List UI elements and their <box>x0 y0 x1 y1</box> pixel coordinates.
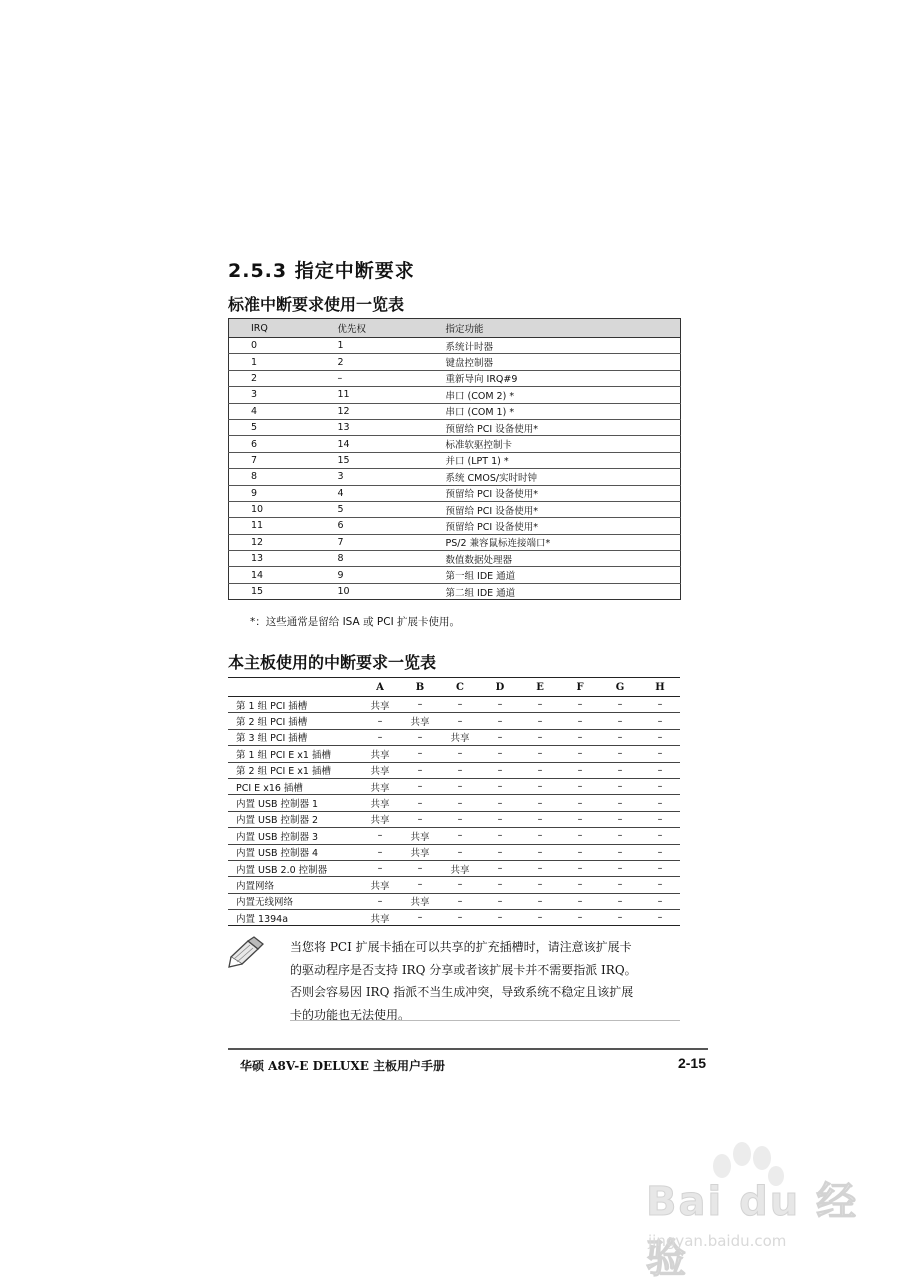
priority-cell: 14 <box>316 436 444 452</box>
function-cell: 预留给 PCI 设备使用* <box>444 485 681 501</box>
table-row <box>228 893 680 909</box>
irq-cell: 1 <box>229 354 316 370</box>
note-line: 否则会容易因 IRQ 指派不当生成冲突，导致系统不稳定且该扩展 <box>290 985 634 999</box>
irq-cell: 4 <box>229 403 316 419</box>
note-line: 卡的功能也无法使用。 <box>290 1007 411 1022</box>
irq-table-heading: 标准中断要求使用一览表 <box>228 295 405 314</box>
device-cell: 内置 USB 控制器 1 <box>228 795 360 811</box>
sharing-cell: – <box>360 860 400 876</box>
sharing-cell: – <box>560 828 600 844</box>
sharing-cell: – <box>400 795 440 811</box>
sharing-cell: – <box>560 746 600 762</box>
sharing-cell: 共享 <box>440 729 480 745</box>
irq-cell: 7 <box>229 452 316 468</box>
int-col-header: E <box>520 678 560 697</box>
sharing-cell: – <box>440 844 480 860</box>
priority-cell: 10 <box>337 586 350 598</box>
priority-cell: 13 <box>316 419 444 435</box>
priority-cell: 6 <box>316 518 444 534</box>
table-row <box>229 387 681 403</box>
sharing-cell: – <box>600 893 640 909</box>
sharing-cell: – <box>640 893 680 909</box>
sharing-cell: – <box>520 877 560 893</box>
irq-cell: 8 <box>229 469 316 485</box>
irq-col-header: IRQ <box>229 319 316 338</box>
int-col-header: A <box>360 678 400 697</box>
sharing-cell: – <box>560 893 600 909</box>
sharing-cell: – <box>617 912 623 924</box>
priority-cell: 7 <box>316 534 444 550</box>
sharing-cell: – <box>520 844 560 860</box>
sharing-cell: – <box>640 713 680 729</box>
sharing-cell: – <box>537 912 543 924</box>
sharing-cell: – <box>560 729 600 745</box>
table-row <box>229 419 681 435</box>
function-cell: 预留给 PCI 设备使用* <box>444 501 681 517</box>
device-cell: 内置 USB 控制器 3 <box>228 828 360 844</box>
priority-col-header: 优先权 <box>316 319 444 338</box>
device-cell: 第 1 组 PCI 插槽 <box>228 697 360 713</box>
sharing-cell: 共享 <box>360 795 400 811</box>
int-col-header: C <box>440 678 480 697</box>
device-cell: PCI E x16 插槽 <box>228 778 360 794</box>
sharing-cell: – <box>560 877 600 893</box>
function-cell: 重新导向 IRQ#9 <box>444 370 681 386</box>
sharing-cell: – <box>600 860 640 876</box>
device-cell: 内置 USB 控制器 4 <box>228 844 360 860</box>
device-cell: 内置 1394a <box>236 913 289 925</box>
table-row <box>229 518 681 534</box>
sharing-cell: – <box>440 746 480 762</box>
sharing-cell: – <box>640 778 680 794</box>
irq-cell: 0 <box>229 338 316 354</box>
sharing-cell: 共享 <box>370 913 390 925</box>
sharing-cell: – <box>640 795 680 811</box>
sharing-cell: – <box>480 746 520 762</box>
sharing-cell: – <box>560 811 600 827</box>
sharing-cell: – <box>360 713 400 729</box>
sharing-cell: – <box>657 912 663 924</box>
sharing-cell: 共享 <box>360 746 400 762</box>
sharing-cell: – <box>560 713 600 729</box>
sharing-cell: – <box>480 795 520 811</box>
int-col-header: F <box>560 678 600 697</box>
table-row <box>229 534 681 550</box>
sharing-cell: – <box>600 762 640 778</box>
sharing-cell: – <box>640 697 680 713</box>
table-row <box>228 795 680 811</box>
sharing-cell: 共享 <box>360 811 400 827</box>
sharing-cell: – <box>360 893 400 909</box>
sharing-cell: – <box>400 811 440 827</box>
sharing-cell: – <box>360 729 400 745</box>
irq-cell: 6 <box>229 436 316 452</box>
function-col-header: 指定功能 <box>444 319 681 338</box>
sharing-cell: – <box>520 893 560 909</box>
note-divider <box>290 1020 680 1021</box>
table-row <box>229 583 681 599</box>
irq-cell: 3 <box>229 387 316 403</box>
int-col-header: H <box>640 678 680 697</box>
sharing-cell: – <box>640 811 680 827</box>
sharing-cell: – <box>360 828 400 844</box>
watermark-url: jingyan.baidu.com <box>648 1232 787 1250</box>
table-row <box>229 501 681 517</box>
sharing-cell: – <box>400 877 440 893</box>
sharing-cell: – <box>640 860 680 876</box>
function-cell: 第二组 IDE 通道 <box>445 587 516 599</box>
sharing-cell: 共享 <box>360 762 400 778</box>
int-col-header: D <box>480 678 520 697</box>
irq-cell: 11 <box>229 518 316 534</box>
sharing-cell: – <box>480 893 520 909</box>
sharing-cell: – <box>480 697 520 713</box>
sharing-cell: – <box>457 912 463 924</box>
footer-divider <box>228 1048 708 1050</box>
table-row <box>228 877 680 893</box>
function-cell: 并口 (LPT 1) * <box>444 452 681 468</box>
sharing-cell: – <box>520 762 560 778</box>
sharing-cell: – <box>400 762 440 778</box>
function-cell: 数值数据处理器 <box>444 551 681 567</box>
sharing-cell: 共享 <box>400 893 440 909</box>
sharing-cell: – <box>417 912 423 924</box>
note-line: 的驱动程序是否支持 IRQ 分享或者该扩展卡并不需要指派 IRQ。 <box>290 962 637 977</box>
device-cell: 内置网络 <box>228 877 360 893</box>
priority-cell: 1 <box>316 338 444 354</box>
sharing-cell: – <box>480 762 520 778</box>
sharing-cell: – <box>480 729 520 745</box>
sharing-cell: – <box>440 811 480 827</box>
device-col-header <box>228 678 360 697</box>
table-row <box>228 910 680 926</box>
sharing-cell: – <box>480 828 520 844</box>
watermark-brand: Bai du 经验 <box>646 1179 859 1282</box>
irq-cell: 9 <box>229 485 316 501</box>
sharing-cell: – <box>480 860 520 876</box>
priority-cell: 5 <box>316 501 444 517</box>
sharing-cell: – <box>520 713 560 729</box>
table-row <box>229 370 681 386</box>
sharing-cell: 共享 <box>400 828 440 844</box>
sharing-cell: – <box>640 844 680 860</box>
device-cell: 第 2 组 PCI 插槽 <box>228 713 360 729</box>
sharing-cell: – <box>640 877 680 893</box>
table-row <box>228 762 680 778</box>
sharing-cell: – <box>560 697 600 713</box>
irq-assignment-table <box>228 318 681 600</box>
sharing-cell: – <box>480 844 520 860</box>
irq-cell: 2 <box>229 370 316 386</box>
function-cell: 预留给 PCI 设备使用* <box>444 518 681 534</box>
sharing-cell: – <box>600 844 640 860</box>
sharing-cell: – <box>600 795 640 811</box>
table-row <box>228 746 680 762</box>
sharing-cell: – <box>440 877 480 893</box>
int-col-header: B <box>400 678 440 697</box>
sharing-cell: – <box>640 762 680 778</box>
sharing-cell: – <box>640 828 680 844</box>
irq-cell: 15 <box>251 586 264 598</box>
sharing-cell: – <box>497 912 503 924</box>
irq-cell: 12 <box>229 534 316 550</box>
function-cell: 串口 (COM 2) * <box>444 387 681 403</box>
sharing-cell: – <box>520 729 560 745</box>
pencil-note-icon <box>228 935 268 969</box>
table-row <box>228 860 680 876</box>
table-row <box>229 436 681 452</box>
priority-cell: 4 <box>316 485 444 501</box>
sharing-cell: – <box>520 697 560 713</box>
table-row <box>228 729 680 745</box>
sharing-cell: – <box>640 746 680 762</box>
sharing-cell: – <box>560 860 600 876</box>
sharing-cell: – <box>520 860 560 876</box>
sharing-cell: – <box>560 844 600 860</box>
sharing-cell: – <box>600 828 640 844</box>
sharing-cell: – <box>440 697 480 713</box>
sharing-cell: 共享 <box>360 778 400 794</box>
sharing-cell: – <box>600 713 640 729</box>
function-cell: 第一组 IDE 通道 <box>444 567 681 583</box>
sharing-cell: – <box>400 778 440 794</box>
irq-footnote: *：这些通常是留给 ISA 或 PCI 扩展卡使用。 <box>250 616 460 628</box>
table-row <box>228 697 680 713</box>
priority-cell: 11 <box>316 387 444 403</box>
sharing-cell: 共享 <box>440 860 480 876</box>
sharing-cell: – <box>480 713 520 729</box>
sharing-cell: – <box>520 828 560 844</box>
page-number: 2-15 <box>677 1055 706 1071</box>
function-cell: 预留给 PCI 设备使用* <box>444 419 681 435</box>
section-title: 2.5.3 指定中断要求 <box>228 260 415 282</box>
sharing-cell: – <box>480 811 520 827</box>
footer-manual-title: 华硕 A8V-E DELUXE 主板用户手册 <box>240 1059 446 1073</box>
int-col-header: G <box>600 678 640 697</box>
irq-cell: 10 <box>229 501 316 517</box>
sharing-cell: – <box>480 778 520 794</box>
sharing-cell: 共享 <box>360 877 400 893</box>
sharing-cell: – <box>520 811 560 827</box>
table-row <box>229 551 681 567</box>
sharing-cell: – <box>400 860 440 876</box>
sharing-cell: – <box>600 778 640 794</box>
sharing-cell: – <box>480 877 520 893</box>
sharing-cell: – <box>520 795 560 811</box>
priority-cell: 2 <box>316 354 444 370</box>
table-row <box>228 828 680 844</box>
mb-table-heading: 本主板使用的中断要求一览表 <box>228 653 437 672</box>
sharing-cell: – <box>560 778 600 794</box>
priority-cell: 3 <box>316 469 444 485</box>
table-row <box>228 778 680 794</box>
priority-cell: 15 <box>316 452 444 468</box>
table-row <box>229 452 681 468</box>
function-cell: 系统计时器 <box>444 338 681 354</box>
sharing-cell: – <box>440 795 480 811</box>
table-row <box>229 567 681 583</box>
sharing-cell: – <box>600 877 640 893</box>
device-cell: 内置无线网络 <box>228 893 360 909</box>
sharing-cell: – <box>520 746 560 762</box>
note-line: 当您将 PCI 扩展卡插在可以共享的扩充插槽时，请注意该扩展卡 <box>290 940 632 954</box>
sharing-cell: – <box>600 811 640 827</box>
device-cell: 第 2 组 PCI E x1 插槽 <box>228 762 360 778</box>
irq-cell: 14 <box>229 567 316 583</box>
table-row <box>228 844 680 860</box>
table-row <box>229 354 681 370</box>
irq-table-header-row <box>229 319 681 338</box>
sharing-cell: – <box>440 893 480 909</box>
irq-cell: 5 <box>229 419 316 435</box>
sharing-cell: – <box>640 729 680 745</box>
sharing-cell: – <box>577 912 583 924</box>
sharing-cell: – <box>400 729 440 745</box>
sharing-cell: 共享 <box>400 713 440 729</box>
irq-cell: 13 <box>229 551 316 567</box>
device-cell: 内置 USB 2.0 控制器 <box>228 860 360 876</box>
function-cell: PS/2 兼容鼠标连接端口* <box>444 534 681 550</box>
sharing-cell: – <box>400 746 440 762</box>
function-cell: 标准软驱控制卡 <box>444 436 681 452</box>
priority-cell: 9 <box>316 567 444 583</box>
sharing-cell: – <box>600 729 640 745</box>
sharing-cell: – <box>520 778 560 794</box>
table-row <box>229 403 681 419</box>
sharing-cell: – <box>560 762 600 778</box>
sharing-cell: – <box>440 778 480 794</box>
mb-irq-sharing-table <box>228 677 680 926</box>
note-text <box>290 936 682 1026</box>
function-cell: 串口 (COM 1) * <box>444 403 681 419</box>
table-row <box>229 469 681 485</box>
device-cell: 内置 USB 控制器 2 <box>228 811 360 827</box>
sharing-cell: – <box>360 844 400 860</box>
sharing-cell: 共享 <box>360 697 400 713</box>
sharing-cell: – <box>440 713 480 729</box>
function-cell: 系统 CMOS/实时时钟 <box>444 469 681 485</box>
table-row <box>228 811 680 827</box>
priority-cell: 12 <box>316 403 444 419</box>
device-cell: 第 3 组 PCI 插槽 <box>228 729 360 745</box>
device-cell: 第 1 组 PCI E x1 插槽 <box>228 746 360 762</box>
sharing-cell: – <box>560 795 600 811</box>
baidu-watermark <box>640 1140 860 1282</box>
priority-cell: – <box>316 370 444 386</box>
mb-table-header-row <box>228 678 680 697</box>
sharing-cell: 共享 <box>400 844 440 860</box>
sharing-cell: – <box>440 828 480 844</box>
sharing-cell: – <box>600 697 640 713</box>
table-row <box>228 713 680 729</box>
table-row <box>229 338 681 354</box>
priority-cell: 8 <box>316 551 444 567</box>
sharing-cell: – <box>400 697 440 713</box>
sharing-cell: – <box>600 746 640 762</box>
sharing-cell: – <box>440 762 480 778</box>
table-row <box>229 485 681 501</box>
function-cell: 键盘控制器 <box>444 354 681 370</box>
